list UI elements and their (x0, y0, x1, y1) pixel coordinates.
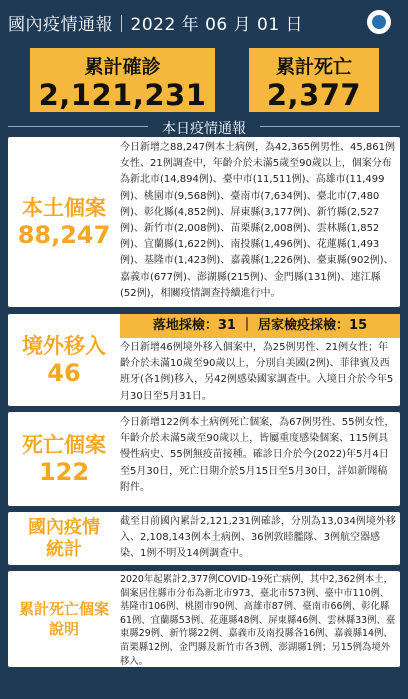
imported-test-badge: 落地採檢：31 ｜ 居家檢疫採檢：15 (120, 314, 400, 338)
domestic-stats-card (8, 512, 400, 565)
domestic-stats-text: 截至目前國內累計2,121,231例確診，分別為13,034例境外移入、2,108,143例本土病例、36例敦睦艦隊、3例航空器感染、1例不明及14例調查中。 (120, 516, 396, 560)
page-title: 國內疫情通報｜2022 年 06 月 01 日 (8, 15, 304, 35)
agency-logo-icon (367, 10, 391, 34)
divider-right (260, 126, 400, 127)
local-cases-value: 88,247 (17, 220, 111, 249)
imported-cases-card (8, 314, 400, 406)
death-cases-label: 死亡個案 (22, 432, 106, 457)
domestic-stats-label-1: 國內疫情 (28, 516, 100, 538)
local-cases-label: 本土個案 (22, 195, 106, 220)
death-summary-text: 2020年起累計2,377例COVID-19死亡病例，其中2,362例本土，個案居住縣市分布為新北市973、臺北市573例、臺中市110例、基隆市106例、桃園市90例、高雄市87例、臺南市66例、彰化縣61例、宜蘭縣53例、花蓮縣48例、屏東縣46例、雲林縣33例、臺東縣29例、新竹縣22例、嘉義市及南投縣各16例、嘉義縣14例、苗栗縣12例、金門縣及新竹市各3例、澎湖縣1例；另15例為境外移入。 (120, 574, 396, 667)
death-summary-label-1: 累計死亡個案 (18, 600, 109, 618)
death-cases-card (8, 412, 400, 506)
imported-cases-value: 46 (47, 358, 81, 387)
local-cases-card (8, 137, 400, 307)
total-deaths-box (249, 48, 379, 112)
total-cases-box (30, 48, 215, 112)
total-cases-label: 累計確診 (84, 56, 161, 78)
imported-cases-label: 境外移入 (22, 333, 106, 358)
imported-cases-text: 今日新增46例境外移入個案中，為25例男性、21例女性；年齡介於未滿10歲至90歲以上，分別自美國(2例)、菲律賓及西班牙(各1例)移入，另42例感染國家調查中。入境日介於今年5月30日至5月31日。 (120, 342, 394, 402)
total-deaths-label: 累計死亡 (275, 56, 352, 78)
local-cases-text: 今日新增之88,247例本土病例，為42,365例男性、45,861例女性、21例調查中，年齡介於未滿5歲至90歲以上，個案分布為新北市(14,894例)、臺中市(11,511例)、高雄市(11,499例)、桃園市(9,568例)、臺南市(7,634例)、臺北市(7,480例)、彰化縣(4,852例)、屏東縣(3,177例)、新竹縣(2,527例)、新竹市(2,008例)、苗栗縣(2,008例)、雲林縣(1,852例)、宜蘭縣(1,622例)、南投縣(1,496例)、花蓮縣(1,493例)、基隆市(1,423例)、嘉義縣(1,226例)、臺東縣(902例)、嘉義市(677例)、澎湖縣(215例)、金門縣(131例)、連江縣(52例)，相關疫情調查持續進行中。 (120, 142, 395, 299)
death-summary-label-2: 說明 (48, 620, 79, 638)
death-summary-card (8, 571, 400, 667)
domestic-stats-label-2: 統計 (46, 538, 82, 560)
death-cases-text: 今日新增122例本土病例死亡個案，為67例男性、55例女性，年齡介於未滿5歲至90歲以上，皆屬重度感染個案、115例具慢性病史、55例無疫苗接種。確診日介於今(2022)年5月4日至5月30日，死亡日期介於5月15日至5月30日，詳如新聞稿附件。 (120, 417, 395, 493)
total-deaths-value: 2,377 (266, 78, 362, 112)
section-title: 本日疫情通報 (162, 121, 246, 137)
death-cases-value: 122 (38, 457, 90, 486)
total-cases-value: 2,121,231 (38, 78, 207, 112)
